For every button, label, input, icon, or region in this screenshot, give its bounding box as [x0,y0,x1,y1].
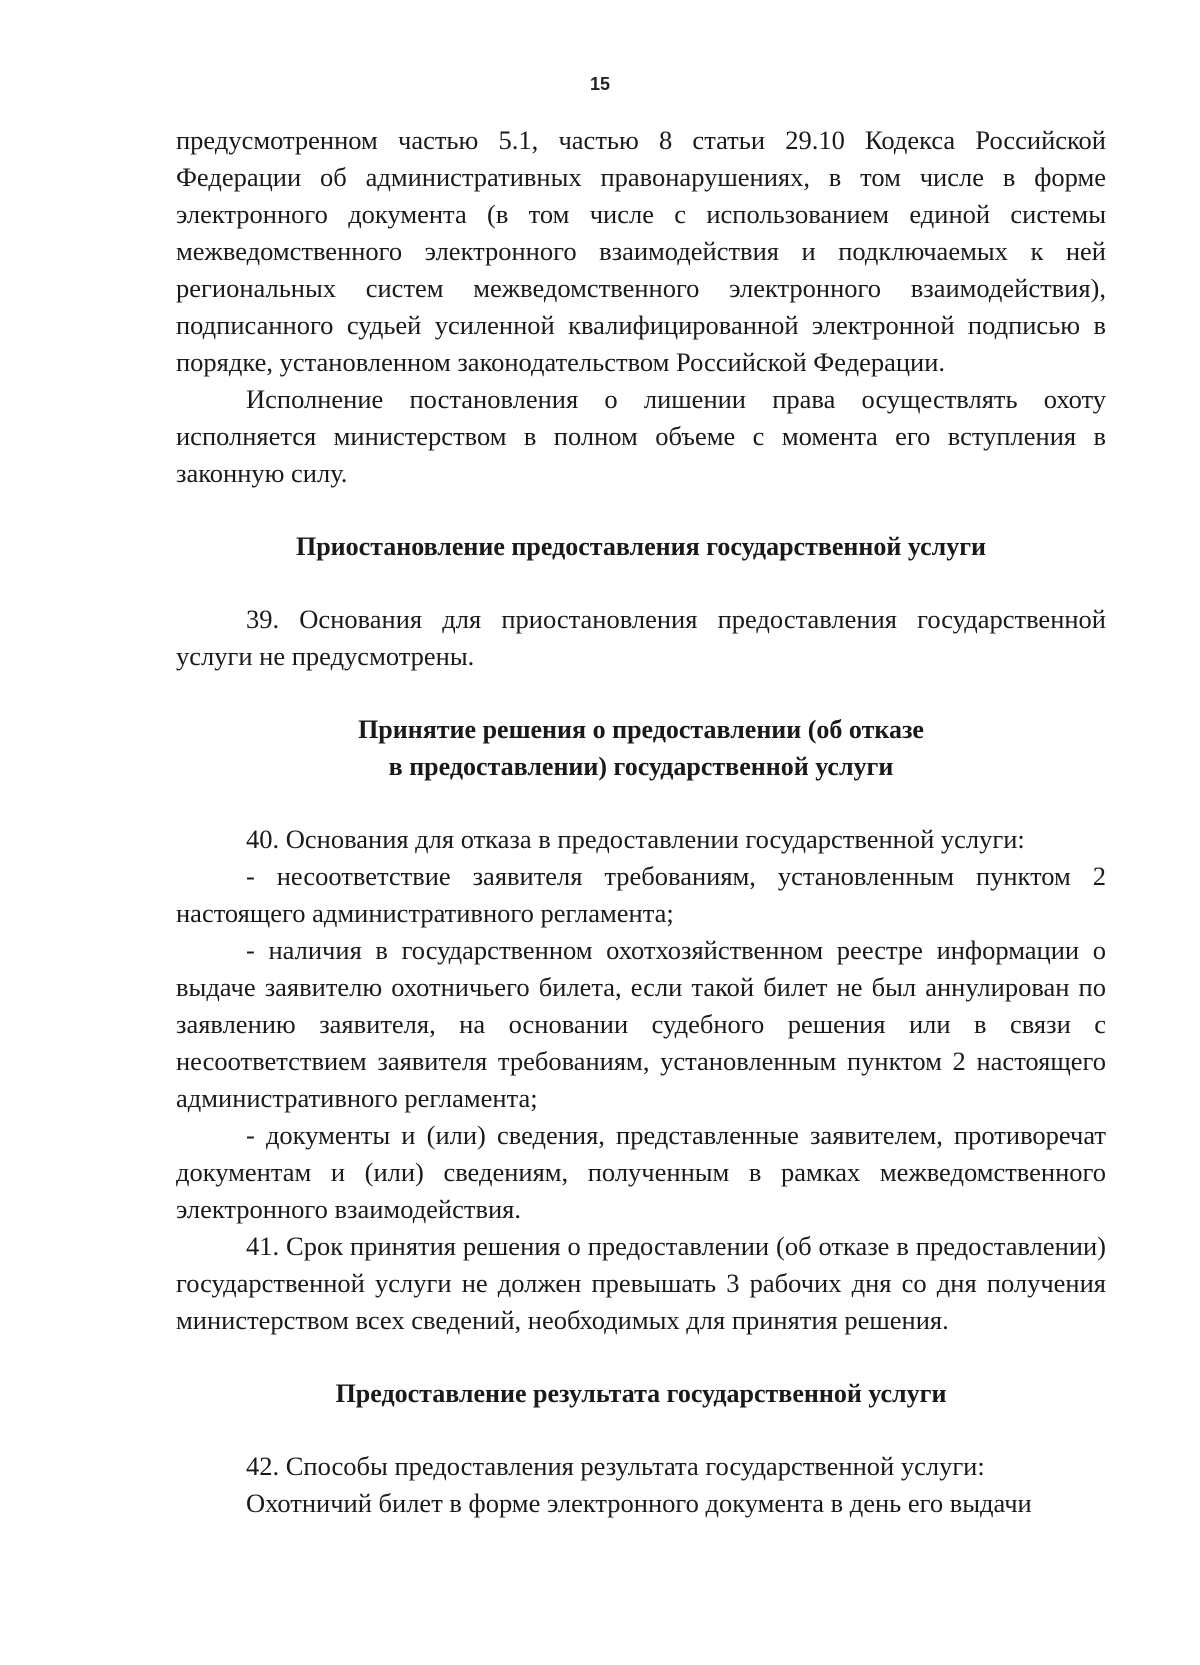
paragraph: Исполнение постановления о лишении права осуществлять охоту исполняется министерством в полном объеме с момента его вступления в законную силу. [176,384,1106,488]
section-heading-line: Предоставление результата государственной услуги [335,1379,947,1408]
section-heading [176,711,1106,785]
document-body [176,122,1106,1522]
paragraph: Охотничий билет в форме электронного документа в день его выдачи [246,1488,1032,1518]
section-heading [176,528,1106,565]
paragraph: - несоответствие заявителя требованиям, установленным пунктом 2 настоящего административного регламента; [176,861,1106,928]
paragraph: 42. Способы предоставления результата государственной услуги: [246,1451,985,1481]
paragraph: 39. Основания для приостановления предоставления государственной услуги не предусмотрены. [176,604,1106,671]
section-heading [176,1375,1106,1412]
paragraph: - документы и (или) сведения, представленные заявителем, противоречат документам и (или) сведениям, полученным в рамках межведомственного электронного взаимодействия. [176,1120,1106,1224]
paragraph: 40. Основания для отказа в предоставлении государственной услуги: [246,824,1025,854]
page-number: 15 [589,74,611,94]
section-heading-line: в предоставлении) государственной услуги [388,752,894,781]
section-heading-line: Приостановление предоставления государственной услуги [295,532,986,561]
paragraph: 41. Срок принятия решения о предоставлении (об отказе в предоставлении) государственной услуги не должен превышать 3 рабочих дня со дня получения министерством всех сведений, необходимых для принятия решения. [176,1231,1106,1335]
section-heading-line: Принятие решения о предоставлении (об отказе [358,715,924,744]
paragraph: - наличия в государственном охотхозяйственном реестре информации о выдаче заявителю охотничьего билета, если такой билет не был аннулирован по заявлению заявителя, на основании судебного решения или в связи с несоответствием заявителя требованиям, установленным пунктом 2 настоящего административного регламента; [176,935,1106,1113]
paragraph: предусмотренном частью 5.1, частью 8 статьи 29.10 Кодекса Российской Федерации об административных правонарушениях, в том числе в форме электронного документа (в том числе с использованием единой системы межведомственного электронного взаимодействия и подключаемых к ней региональных систем межведомственного электронного взаимодействия), подписанного судьей усиленной квалифицированной электронной подписью в порядке, установленном законодательством Российской Федерации. [176,125,1106,377]
